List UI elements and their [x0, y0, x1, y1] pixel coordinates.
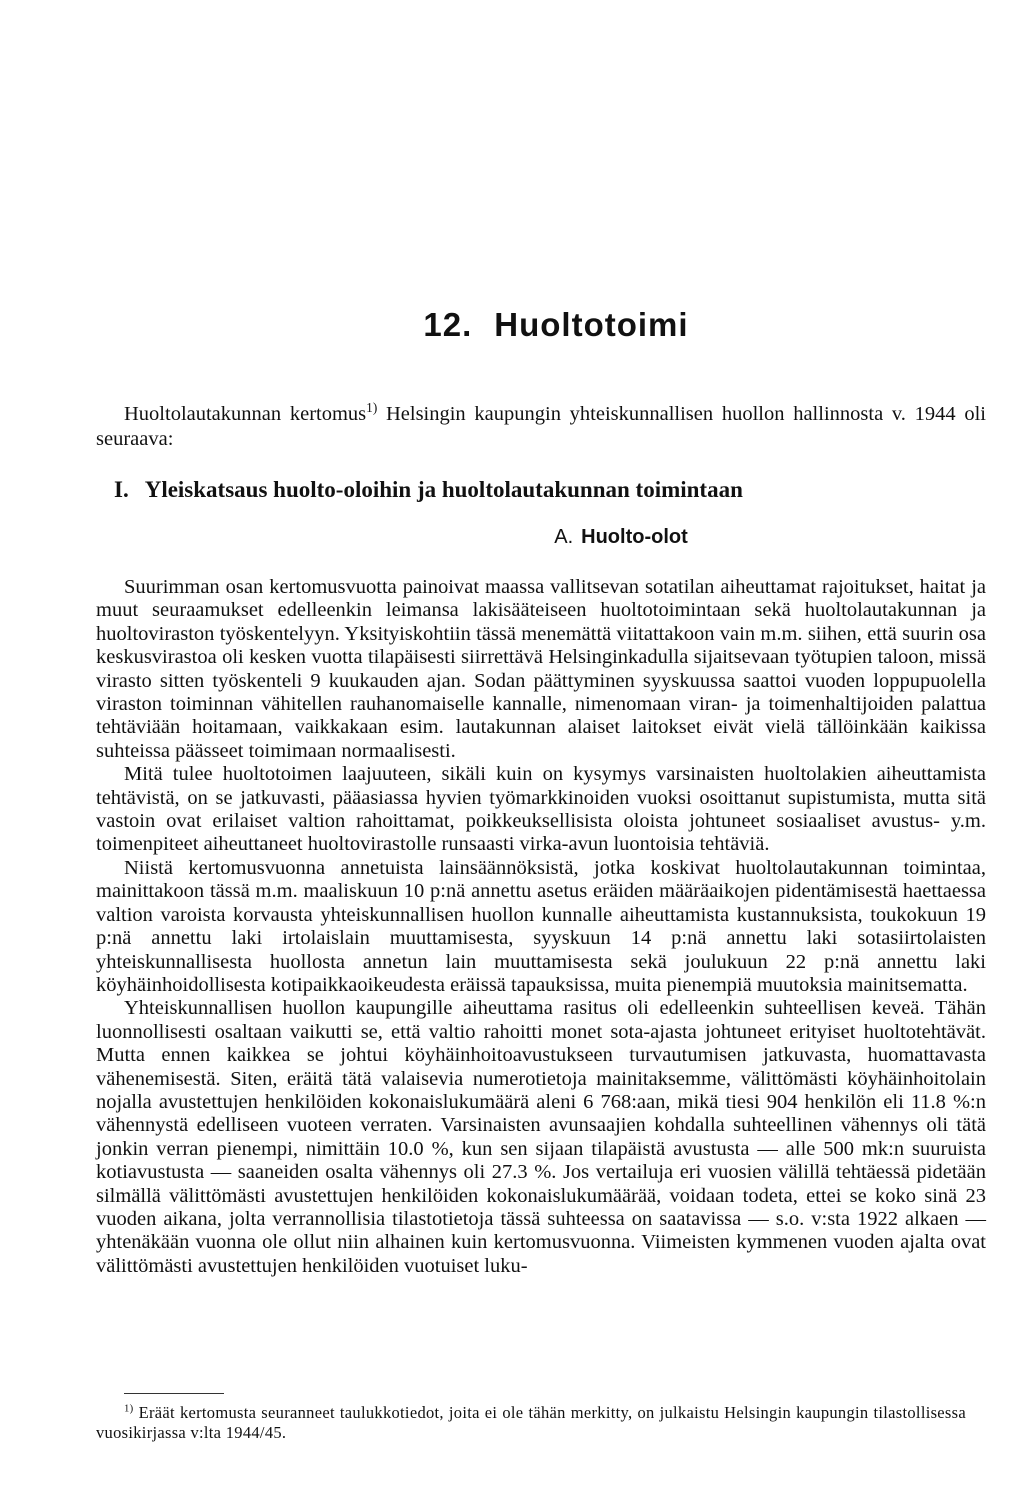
body-paragraph: Suurimman osan kertomusvuotta painoivat maassa vallitsevan sotatilan aiheuttamat rajoitukset, haitat ja muut seuraamukset edelleenkin leimansa lakisääteiseen huoltotoimintaan sekä huoltolautakunnan ja huoltoviraston työskentelyyn. Yksityiskohtiin tässä menemättä viitattakoon vain m.m. siihen, että suurin osa keskusvirastoa oli kesken vuotta tilapäisesti siirrettävä Helsinginkadulla sijaitsevaan työtupien taloon, missä virasto sitten työskenteli 9 kuukauden ajan. Sodan päättyminen syyskuussa saattoi vuoden loppupuolella viraston toiminnan vähitellen rauhanomaiselle kannalle, nimenomaan viran- ja toimenhaltijoiden palattua tehtäviään hoitamaan, vaikkakaan esim. lautakunnan alaiset laitokset eivät vielä tällöinkään kaikissa suhteissa päässeet toimimaan normaalisesti.	[96, 576, 986, 762]
footnote	[96, 1403, 966, 1443]
body-paragraph: Mitä tulee huoltotoimen laajuuteen, sikäli kuin on kysymys varsinaisten huoltolakien aiheuttamista tehtävistä, on se jatkuvasti, pääasiassa hyvien työmarkkinoiden vuoksi osoittanut supistumista, mutta sitä vastoin ovat erilaiset valtion rahoittamat, poikkeuksellisista oloista johtuneet sosiaaliset avustus- y.m. toimenpiteet aiheuttaneet huoltovirastolle runsaasti virka-avun luontoisia tehtäviä.	[96, 763, 986, 856]
section-title: Yleiskatsaus huolto-oloihin ja huoltolautakunnan toimintaan	[144, 477, 743, 502]
footnote-marker: 1)	[124, 1402, 134, 1415]
intro-paragraph	[96, 402, 986, 452]
footnote-text: Eräät kertomusta seuranneet taulukkotiedot, joita ei ole tähän merkitty, on julkaistu Helsingin kaupungin tilastollisessa vuosikirjassa v:lta 1944/45.	[96, 1403, 966, 1442]
intro-text-before-ref: Huoltolautakunnan kertomus	[124, 403, 367, 425]
chapter-title-text: Huoltotoimi	[494, 306, 689, 343]
subsection-letter: A.	[554, 526, 574, 548]
body-text	[96, 576, 986, 1278]
chapter-number: 12.	[423, 306, 473, 343]
section-heading	[114, 477, 994, 503]
subsection-title: Huolto-olot	[581, 526, 688, 548]
document-page	[96, 0, 996, 1500]
subsection-heading	[96, 526, 996, 549]
section-numeral: I.	[114, 477, 129, 502]
intro-text-after-ref: Helsingin kaupungin yhteiskunnallisen huollon hallinnosta v. 1944 oli seuraava:	[96, 403, 986, 450]
footnote-divider	[124, 1393, 224, 1394]
body-paragraph: Yhteiskunnallisen huollon kaupungille aiheuttama rasitus oli edelleenkin suhteellisen keveä. Tähän luonnollisesti osaltaan vaikutti se, että valtio rahoitti monet sota-ajasta johtuneet erityiset huoltotehtävät. Mutta ennen kaikkea se johtui köyhäinhoitoavustukseen turvautumisen jatkuvasta, huomattavasta vähenemisestä. Siten, eräitä tätä valaisevia numerotietoja mainitaksemme, välittömästi köyhäinhoitolain nojalla avustettujen henkilöiden kokonaislukumäärä aleni 6 768:aan, mikä tiesi 904 henkilön eli 11.8 %:n vähennystä edelliseen vuoteen verraten. Varsinaisten avunsaajien kohdalla suhteellinen vähennys oli tätä jonkin verran pienempi, nimittäin 10.0 %, kun sen sijaan tilapäistä avustusta — alle 500 mk:n suuruista kotiavustusta — saaneiden osalta vähennys oli 27.3 %. Jos vertailuja eri vuosien välillä tehtäessä pidetään silmällä välittömästi avustettujen henkilöiden kokonaislukumäärää, voidaan todeta, ettei se koko sinä 23 vuoden aikana, jolta verrannollisia tilastotietoja tässä suhteessa on saatavissa — s.o. v:sta 1922 alkaen — yhtenäkään vuonna ole ollut niin alhainen kuin kertomusvuonna. Viimeisten kymmenen vuoden ajalta ovat välittömästi avustettujen henkilöiden vuotuiset luku-	[96, 997, 986, 1277]
footnote-reference: 1)	[366, 400, 378, 416]
chapter-title	[96, 306, 996, 344]
body-paragraph: Niistä kertomusvuonna annetuista lainsäännöksistä, jotka koskivat huoltolautakunnan toimintaa, mainittakoon tässä m.m. maaliskuun 10 p:nä annettu asetus eräiden määräaikojen pidentämisestä haettaessa valtion varoista korvausta yhteiskunnallisen huollon kunnalle aiheuttamista kustannuksista, toukokuun 19 p:nä annettu laki irtolaislain muuttamisesta, syyskuun 14 p:nä annettu laki sotasiirtolaisten yhteiskunnallisesta huollosta annetun lain muuttamisesta sekä joulukuun 22 p:nä annettu laki köyhäinhoidollisesta kotipaikkaoikeudesta eräissä tapauksissa, muita pienempiä muutoksia mainitsematta.	[96, 856, 986, 996]
